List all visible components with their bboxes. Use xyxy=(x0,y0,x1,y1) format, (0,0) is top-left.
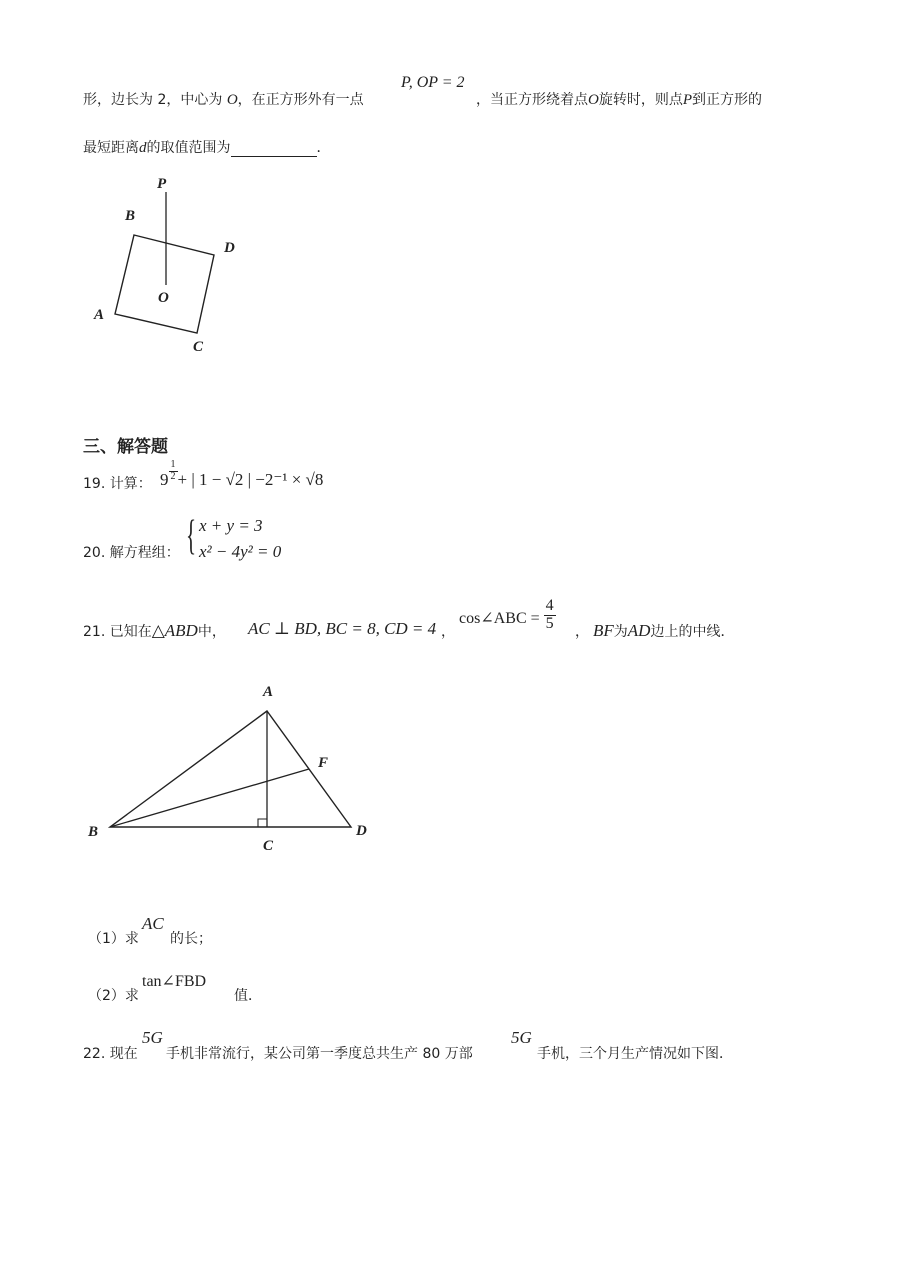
q21-sub1-math: AC xyxy=(142,914,164,933)
q21-prefix: 21. 已知在 xyxy=(83,624,152,640)
q19-exponent xyxy=(169,460,178,482)
median-bf xyxy=(110,769,309,827)
q21-line xyxy=(83,621,226,641)
label-d: D xyxy=(224,240,235,256)
q18-text-1a: 形，边长为 2，中心为 xyxy=(83,92,227,108)
q18-line1-right xyxy=(476,89,762,109)
label-p: P xyxy=(157,176,167,192)
q18-text-1c: ，当正方形绕着点 xyxy=(476,92,588,108)
label-c2: C xyxy=(263,838,274,854)
q19-exp-num: 1 xyxy=(170,459,176,470)
q18-line1 xyxy=(83,89,364,109)
q18-text-1b: ，在正方形外有一点 xyxy=(237,92,364,108)
q21-line-tail xyxy=(575,621,734,641)
q22-5g-2: 5G xyxy=(511,1028,532,1047)
q18-text-2b: 的取值范围为 xyxy=(146,140,231,156)
label-a: A xyxy=(94,307,105,323)
q18-o: O xyxy=(226,92,238,108)
q21-sub2-prefix: （2）求 xyxy=(88,988,139,1004)
q21-cos-label: cos∠ABC = xyxy=(459,610,540,627)
q21-sub2 xyxy=(88,985,139,1005)
q20-prefix: 20. 解方程组： xyxy=(83,545,180,561)
q21-mid: 中， xyxy=(197,624,226,640)
label-a2: A xyxy=(263,684,274,700)
q21-sub1 xyxy=(88,928,139,948)
q21-comma2: ， xyxy=(575,624,589,640)
q21-sub1-prefix: （1）求 xyxy=(88,931,139,947)
q18-text-1e: 到正方形的 xyxy=(692,92,763,108)
q21-bf: BF xyxy=(593,621,614,640)
q18-text-2a: 最短距离 xyxy=(83,140,139,156)
q21-cos xyxy=(459,598,556,633)
label-d2: D xyxy=(356,823,367,839)
q22-tail: 手机，三个月生产情况如下图． xyxy=(537,1046,733,1062)
q18-text-2end: ． xyxy=(316,140,331,156)
q18-text-1d: 旋转时，则点 xyxy=(598,92,683,108)
q19-expression xyxy=(160,459,324,490)
q21-triangle: △ABD xyxy=(151,621,198,640)
q21-triangle-figure xyxy=(80,680,380,860)
q20-brace: { xyxy=(186,513,197,559)
q20-eq2: x² − 4y² = 0 xyxy=(199,542,282,561)
q19-exp-den: 2 xyxy=(170,470,176,482)
q21-ad: AD xyxy=(627,621,651,640)
q22-prefix: 22. 现在 xyxy=(83,1046,138,1062)
label-b2: B xyxy=(88,824,99,840)
q20-eq1: x + y = 3 xyxy=(199,516,263,535)
label-b: B xyxy=(125,208,136,224)
triangle-abd xyxy=(110,711,351,827)
label-f: F xyxy=(318,755,329,771)
q19-rest: + | 1 − √2 | −2⁻¹ × √8 xyxy=(177,470,324,489)
q21-cos-frac xyxy=(544,598,556,633)
q21-comma1: ， xyxy=(441,624,455,640)
q21-wei: 为 xyxy=(613,624,628,640)
q18-p: P xyxy=(682,92,693,108)
q19-base: 9 xyxy=(160,470,169,489)
q18-math-op: P, OP = 2 xyxy=(401,74,465,91)
q22-mid: 手机非常流行，某公司第一季度总共生产 80 万部 xyxy=(166,1046,473,1062)
q21-sub2-tail: 值． xyxy=(234,988,262,1004)
q21-frac-num: 4 xyxy=(545,597,554,614)
q18-answer-blank xyxy=(231,142,317,157)
q18-d: d xyxy=(139,140,147,156)
section-title: 三、解答题 xyxy=(83,437,168,457)
label-c: C xyxy=(193,339,204,355)
q21-sub2-math: tan∠FBD xyxy=(142,973,207,990)
q18-line2 xyxy=(83,137,331,157)
q21-sub1-tail: 的长； xyxy=(170,931,212,947)
q18-square-figure xyxy=(80,170,260,360)
right-angle-mark xyxy=(258,819,267,827)
label-o: O xyxy=(158,290,169,306)
q22-5g-1: 5G xyxy=(142,1028,163,1047)
q21-cond1: AC ⊥ BD, BC = 8, CD = 4 xyxy=(248,619,437,638)
q19-prefix: 19. 计算： xyxy=(83,476,152,492)
q18-o2: O xyxy=(588,92,599,108)
q21-frac-den: 5 xyxy=(545,614,554,632)
square-abdc xyxy=(115,235,214,333)
q21-tail: 边上的中线． xyxy=(650,624,735,640)
